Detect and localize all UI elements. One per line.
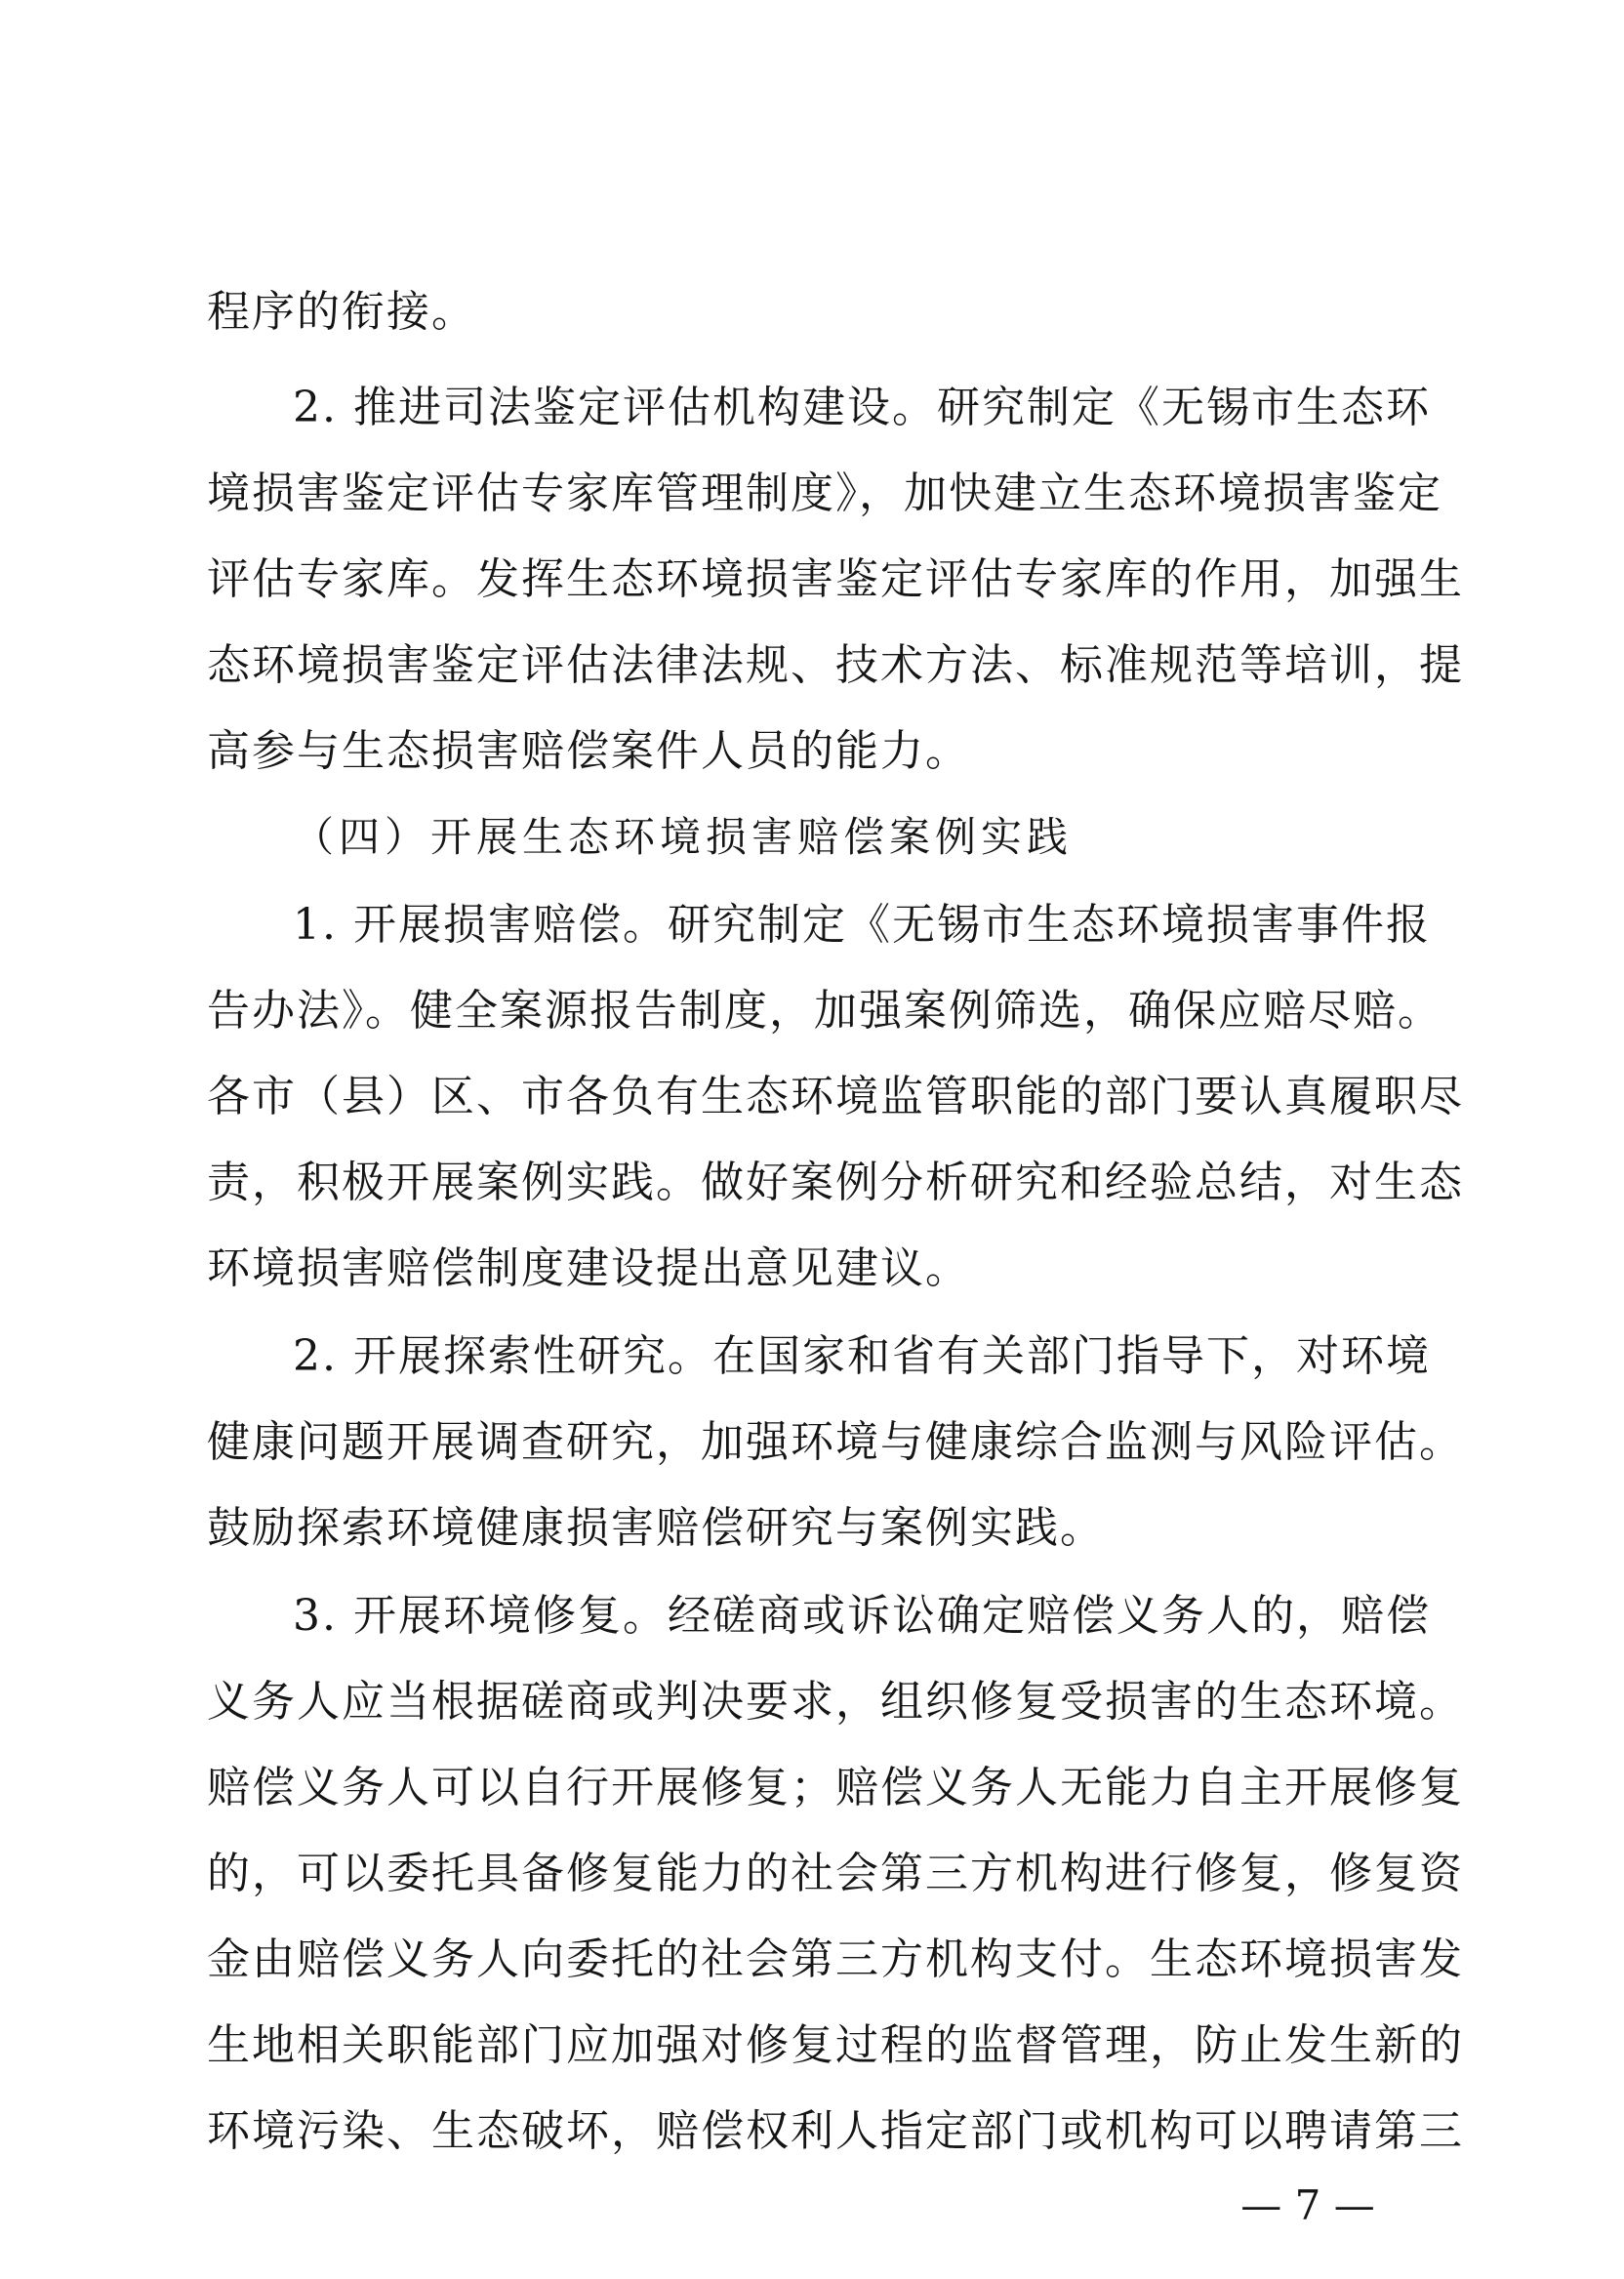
body-text-line: 2. 开展探索性研究。在国家和省有关部门指导下，对环境 [293,1331,1431,1381]
body-text-line: 的，可以委托具备修复能力的社会第三方机构进行修复，修复资 [207,1849,1464,1898]
body-text-line: 程序的衔接。 [207,287,476,337]
body-text-line: 健康问题开展调查研究，加强环境与健康综合监测与风险评估。 [207,1417,1464,1467]
body-text-line: 高参与生态损害赔偿案件人员的能力。 [207,726,970,776]
body-text-line: 鼓励探索环境健康损害赔偿研究与案例实践。 [207,1503,1105,1553]
body-text-line: 责，积极开展案例实践。做好案例分析研究和经验总结，对生态 [207,1158,1464,1207]
body-text-line: 各市（县）区、市各负有生态环境监管职能的部门要认真履职尽 [207,1072,1464,1121]
body-text-line: 义务人应当根据磋商或判决要求，组织修复受损害的生态环境。 [207,1677,1464,1727]
body-text-line: 生地相关职能部门应加强对修复过程的监督管理，防止发生新的 [207,2020,1464,2070]
body-text-line: 境损害鉴定评估专家库管理制度》，加快建立生态环境损害鉴定 [207,468,1442,518]
body-text-line: 1. 开展损害赔偿。研究制定《无锡市生态环境损害事件报 [293,900,1431,950]
body-text-line: 环境污染、生态破坏，赔偿权利人指定部门或机构可以聘请第三 [207,2106,1464,2156]
body-text-line: 告办法》。健全案源报告制度，加强案例筛选，确保应赔尽赔。 [207,986,1442,1036]
body-text-line: 赔偿义务人可以自行开展修复；赔偿义务人无能力自主开展修复 [207,1763,1464,1812]
page-number: — 7 — [1240,2181,1375,2229]
body-text-line: 环境损害赔偿制度建设提出意见建议。 [207,1243,970,1293]
body-text-line: 态环境损害鉴定评估法律法规、技术方法、标准规范等培训，提 [207,640,1464,690]
body-text-line: 3. 开展环境修复。经磋商或诉讼确定赔偿义务人的，赔偿 [293,1591,1431,1641]
body-text-line: 评估专家库。发挥生态环境损害鉴定评估专家库的作用，加强生 [207,554,1464,604]
body-text-line: 2. 推进司法鉴定评估机构建设。研究制定《无锡市生态环 [293,383,1431,432]
section-heading: （四）开展生态环境损害赔偿案例实践 [293,813,1074,861]
body-text-line: 金由赔偿义务人向委托的社会第三方机构支付。生态环境损害发 [207,1934,1464,1984]
